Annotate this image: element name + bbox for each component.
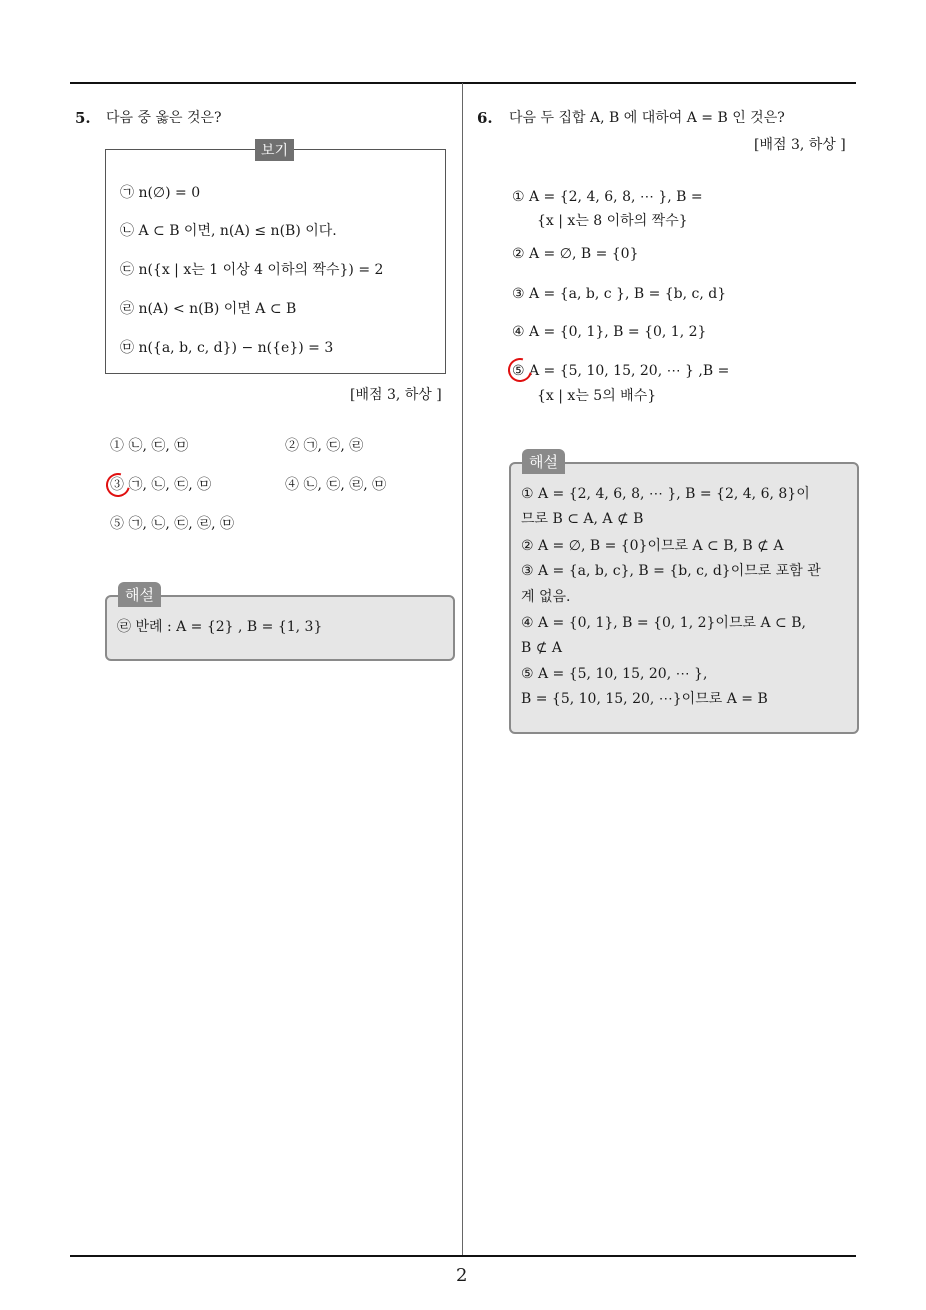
bogi-item: ㉣ n(A) < n(B) 이면 A ⊂ B [120,301,297,317]
page-number: 2 [456,1265,468,1286]
explanation-line: ④ A = {0, 1}, B = {0, 1, 2}이므로 A ⊂ B, [521,615,806,631]
choice-1[interactable]: ① ㉡, ㉢, ㉤ [110,438,189,454]
question-number: 6. [477,109,493,127]
question-number: 5. [75,109,91,127]
explanation-line: B = {5, 10, 15, 20, ⋯}이므로 A = B [521,691,768,707]
choice-2[interactable]: ② A = ∅, B = {0} [512,246,639,262]
bogi-label: 보기 [255,139,294,161]
explanation-text: ㉣ 반례 : A = {2} , B = {1, 3} [117,619,323,635]
explanation-line: B ⊄ A [521,640,563,656]
explanation-line: 계 없음. [521,589,571,605]
top-rule [70,82,856,84]
choice-1[interactable]: ① A = {2, 4, 6, 8, ⋯ }, B = [512,189,703,205]
choice-5[interactable]: ⑤ A = {5, 10, 15, 20, ⋯ } ,B = [512,363,730,379]
explanation-line: 므로 B ⊂ A, A ⊄ B [521,511,644,527]
choice-4[interactable]: ④ ㉡, ㉢, ㉣, ㉤ [285,477,387,493]
question-text: 다음 두 집합 A, B 에 대하여 A = B 인 것은? [509,110,785,126]
explanation-line: ① A = {2, 4, 6, 8, ⋯ }, B = {2, 4, 6, 8}이 [521,486,810,502]
points-label: [배점 3, 하상 ] [754,137,846,153]
choice-5-cont: {x | x는 5의 배수} [537,388,657,404]
explanation-label: 해설 [118,582,161,607]
choice-2[interactable]: ② ㉠, ㉢, ㉣ [285,438,364,454]
bogi-item: ㉡ A ⊂ B 이면, n(A) ≤ n(B) 이다. [120,223,337,239]
selected-answer-mark [504,354,537,387]
choice-3[interactable]: ③ A = {a, b, c }, B = {b, c, d} [512,286,727,302]
selected-answer-mark [102,469,135,502]
explanation-line: ⑤ A = {5, 10, 15, 20, ⋯ }, [521,666,708,682]
choice-1-cont: {x | x는 8 이하의 짝수} [537,213,688,229]
bottom-rule [70,1255,856,1257]
bogi-item: ㉢ n({x | x는 1 이상 4 이하의 짝수}) = 2 [120,262,384,278]
points-label: [배점 3, 하상 ] [350,387,442,403]
question-text: 다음 중 옳은 것은? [106,110,222,126]
column-divider [462,83,463,1256]
choice-5[interactable]: ⑤ ㉠, ㉡, ㉢, ㉣, ㉤ [110,516,235,532]
choice-3[interactable]: ③ ㉠, ㉡, ㉢, ㉤ [110,477,212,493]
bogi-item: ㉠ n(∅) = 0 [120,185,201,201]
bogi-item: ㉤ n({a, b, c, d}) − n({e}) = 3 [120,340,334,356]
explanation-line: ② A = ∅, B = {0}이므로 A ⊂ B, B ⊄ A [521,538,784,554]
explanation-label: 해설 [522,449,565,474]
explanation-line: ③ A = {a, b, c}, B = {b, c, d}이므로 포함 관 [521,563,821,579]
choice-4[interactable]: ④ A = {0, 1}, B = {0, 1, 2} [512,324,707,340]
